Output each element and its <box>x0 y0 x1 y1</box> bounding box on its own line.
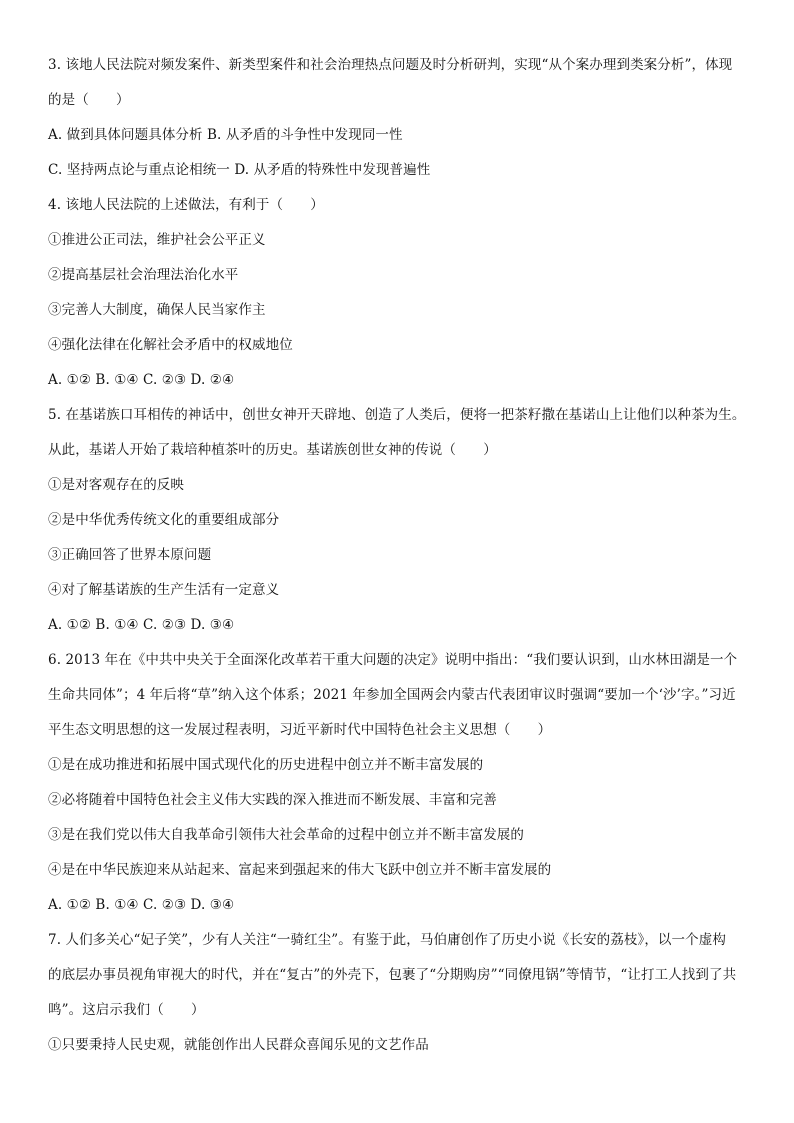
question-3-options-line-1: A. 做到具体问题具体分析 B. 从矛盾的斗争性中发现同一性 <box>48 127 403 143</box>
question-6-stem-line-1: 6. 2013 年在《中共中央关于全面深化改革若干重大问题的决定》说明中指出：“我们要认识到，山水林田湖是一个 <box>48 652 738 668</box>
question-4-item-4: ④强化法律在化解社会矛盾中的权威地位 <box>48 337 293 353</box>
question-4-item-3: ③完善人大制度，确保人民当家作主 <box>48 302 266 318</box>
question-6-stem-line-2: 生命共同体”；4 年后将“草”纳入这个体系；2021 年参加全国两会内蒙古代表团审议时强调“要加一个‘沙’字。”习近 <box>48 687 736 703</box>
question-7-stem-line-3: 鸣”。这启示我们（ ） <box>48 1002 205 1018</box>
question-5-stem-line-1: 5. 在基诺族口耳相传的神话中，创世女神开天辟地、创造了人类后，便将一把茶籽撒在基诺山上让他们以种茶为生。 <box>48 407 746 423</box>
question-5-item-3: ③正确回答了世界本原问题 <box>48 547 212 563</box>
question-6-item-3: ③是在我们党以伟大自我革命引领伟大社会革命的过程中创立并不断丰富发展的 <box>48 827 524 843</box>
question-3-stem-line-1: 3. 该地人民法院对频发案件、新类型案件和社会治理热点问题及时分析研判，实现“从个案办理到类案分析”，体现 <box>48 57 733 73</box>
question-5-item-2: ②是中华优秀传统文化的重要组成部分 <box>48 512 280 528</box>
question-5-options: A. ①② B. ①④ C. ②③ D. ③④ <box>48 617 235 633</box>
question-4-item-2: ②提高基层社会治理法治化水平 <box>48 267 239 283</box>
question-7-stem-line-2: 的底层办事员视角审视大的时代，并在“复古”的外壳下，包裹了“分期购房”“同僚甩锅”等情节，“让打工人找到了共 <box>48 967 737 983</box>
question-6-item-4: ④是在中华民族迎来从站起来、富起来到强起来的伟大飞跃中创立并不断丰富发展的 <box>48 862 552 878</box>
question-4-options: A. ①② B. ①④ C. ②③ D. ②④ <box>48 372 235 388</box>
question-6-stem-line-3: 平生态文明思想的这一发展过程表明，习近平新时代中国特色社会主义思想（ ） <box>48 722 552 738</box>
question-3-stem-line-2: 的是（ ） <box>48 92 130 108</box>
question-3-options-line-2: C. 坚持两点论与重点论相统一 D. 从矛盾的特殊性中发现普遍性 <box>48 162 431 178</box>
question-6-item-2: ②必将随着中国特色社会主义伟大实践的深入推进而不断发展、丰富和完善 <box>48 792 497 808</box>
document-page <box>48 56 748 1071</box>
question-5-stem-line-2: 从此，基诺人开始了栽培种植茶叶的历史。基诺族创世女神的传说（ ） <box>48 442 497 458</box>
question-6-options: A. ①② B. ①④ C. ②③ D. ③④ <box>48 897 235 913</box>
question-4-item-1: ①推进公正司法，维护社会公平正义 <box>48 232 266 248</box>
question-5-item-1: ①是对客观存在的反映 <box>48 477 184 493</box>
question-4-stem: 4. 该地人民法院的上述做法，有利于（ ） <box>48 197 324 213</box>
question-7-stem-line-1: 7. 人们多关心“妃子笑”，少有人关注“一骑红尘”。有鉴于此，马伯庸创作了历史小说《长安的荔枝》，以一个虚构 <box>48 932 726 948</box>
question-5-item-4: ④对了解基诺族的生产生活有一定意义 <box>48 582 280 598</box>
question-6-item-1: ①是在成功推进和拓展中国式现代化的历史进程中创立并不断丰富发展的 <box>48 757 484 773</box>
question-7-item-1: ①只要秉持人民史观，就能创作出人民群众喜闻乐见的文艺作品 <box>48 1037 429 1053</box>
